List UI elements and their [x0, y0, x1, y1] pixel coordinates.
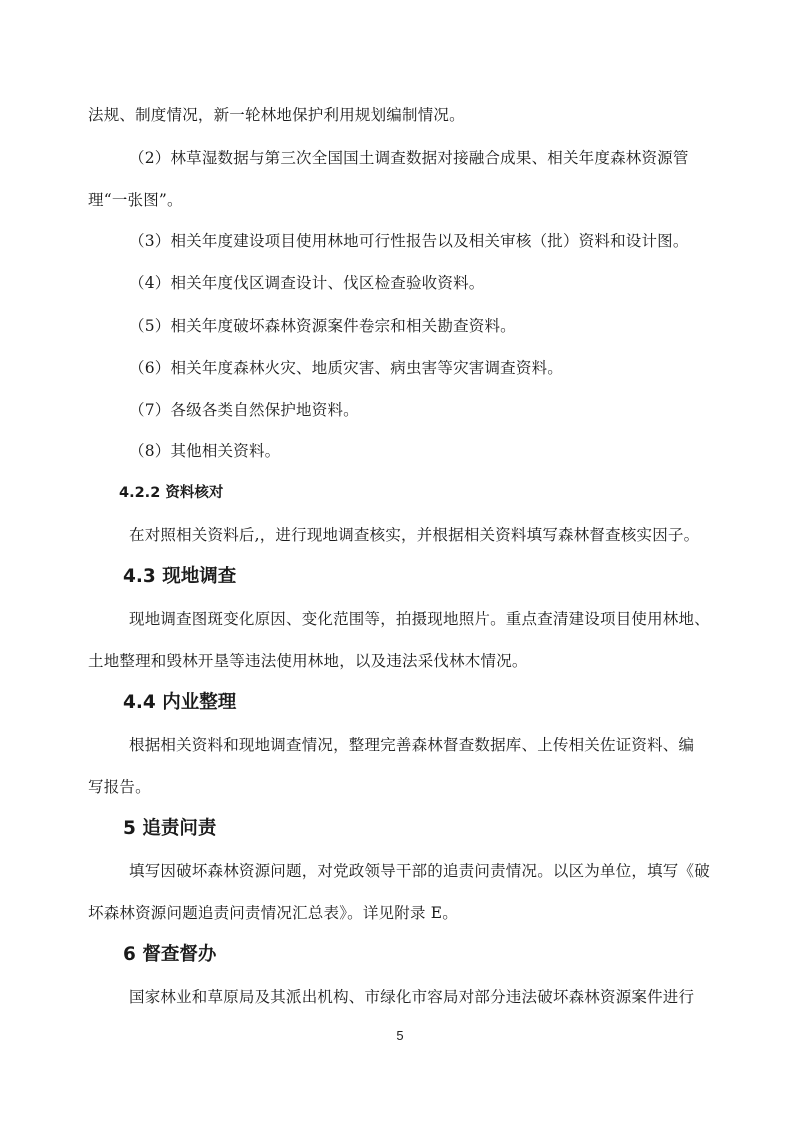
paragraph-5-line-2: 坏森林资源问题追责问责情况汇总表》。详见附录 E。: [88, 904, 458, 922]
heading-5: 5 追责问责: [123, 818, 217, 839]
list-item-2-line-1: （2）林草湿数据与第三次全国国土调查数据对接融合成果、相关年度森林资源管: [129, 149, 689, 167]
heading-4-3: 4.3 现地调查: [123, 566, 237, 587]
paragraph-4-3-line-1: 现地调查图斑变化原因、变化范围等，拍摄现地照片。重点查清建设项目使用林地、: [129, 610, 710, 628]
list-item-8: （8）其他相关资料。: [129, 442, 281, 460]
paragraph-4-3-line-2: 土地整理和毁林开垦等违法使用林地，以及违法采伐林木情况。: [88, 652, 528, 670]
paragraph-continuation: 法规、制度情况，新一轮林地保护利用规划编制情况。: [88, 106, 465, 124]
paragraph-6-line-1: 国家林业和草原局及其派出机构、市绿化市容局对部分违法破坏森林资源案件进行: [129, 988, 695, 1006]
page-number: 5: [396, 1028, 404, 1043]
heading-6: 6 督查督办: [123, 944, 217, 965]
list-item-7: （7）各级各类自然保护地资料。: [129, 401, 359, 419]
list-item-4: （4）相关年度伐区调查设计、伐区检查验收资料。: [129, 274, 485, 292]
heading-4-2-2: 4.2.2 资料核对: [119, 485, 224, 501]
paragraph-4-4-line-1: 根据相关资料和现地调查情况，整理完善森林督查数据库、上传相关佐证资料、编: [129, 736, 695, 754]
paragraph-5-line-1: 填写因破坏森林资源问题，对党政领导干部的追责问责情况。以区为单位，填写《破: [129, 862, 710, 880]
list-item-5: （5）相关年度破坏森林资源案件卷宗和相关勘查资料。: [129, 317, 516, 335]
paragraph-4-4-line-2: 写报告。: [88, 778, 151, 796]
list-item-2-line-2: 理“一张图”。: [88, 191, 183, 209]
paragraph-4-2-2: 在对照相关资料后,，进行现地调查核实，并根据相关资料填写森林督查核实因子。: [129, 526, 700, 544]
list-item-3: （3）相关年度建设项目使用林地可行性报告以及相关审核（批）资料和设计图。: [129, 232, 689, 250]
heading-4-4: 4.4 内业整理: [123, 692, 237, 713]
list-item-6: （6）相关年度森林火灾、地质灾害、病虫害等灾害调查资料。: [129, 359, 563, 377]
